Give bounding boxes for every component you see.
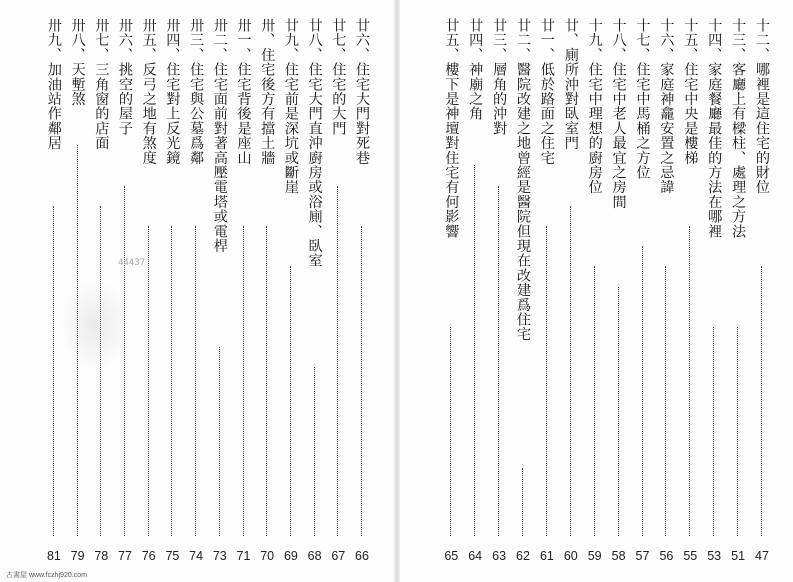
leader-dots xyxy=(100,206,101,536)
toc-entry xyxy=(234,18,254,563)
toc-entry xyxy=(139,18,159,563)
toc-entry-title: 廿六、住宅大門對死巷 xyxy=(354,18,370,165)
toc-entry xyxy=(305,18,325,563)
toc-entry xyxy=(537,18,557,563)
toc-entry xyxy=(162,18,182,563)
scan-smudge xyxy=(60,280,130,370)
toc-entry-title: 卅七、三角窗的店面 xyxy=(93,18,110,151)
leader-dots xyxy=(713,327,714,536)
toc-entry xyxy=(656,18,676,563)
leader-dots xyxy=(450,327,451,536)
leader-dots xyxy=(618,287,619,536)
toc-page-number: 58 xyxy=(611,549,626,563)
leader-dots xyxy=(243,226,244,536)
toc-entry-title: 卅九、加油站作鄰居 xyxy=(45,18,62,151)
toc-page-number: 71 xyxy=(236,549,251,563)
toc-entry xyxy=(609,18,629,563)
leader-dots xyxy=(498,186,499,536)
toc-entry-title: 十四、家庭餐廳最佳的方法在哪裡 xyxy=(706,18,723,239)
toc-page-number: 77 xyxy=(118,549,132,563)
toc-entry-title: 卅四、住宅對上反光鏡 xyxy=(164,18,181,165)
watermark-footer: 古書屋 www.fczhj920.com xyxy=(6,572,87,579)
toc-entry-title: 廿一、低於路面之住宅 xyxy=(538,18,555,165)
leader-dots xyxy=(337,186,338,536)
library-stamp: 44437 xyxy=(118,258,146,268)
toc-page-number: 64 xyxy=(468,549,483,563)
toc-page-number: 79 xyxy=(70,549,85,563)
toc-entry-title: 卅二、住宅面前對著高壓電塔或電桿 xyxy=(211,18,228,254)
toc-page-number: 67 xyxy=(331,549,346,563)
toc-entry-title: 卅八、天塹煞 xyxy=(69,18,86,107)
toc-entry-title: 廿五、樓下是神壇對住宅有何影響 xyxy=(443,18,460,239)
toc-page-number: 57 xyxy=(635,549,650,563)
toc-entry-title: 卅五、反弓之地有煞度 xyxy=(140,18,157,165)
toc-page-number: 66 xyxy=(355,549,369,563)
toc-entry xyxy=(489,18,509,563)
toc-entry xyxy=(633,18,653,563)
toc-entry-title: 廿四、神廟之角 xyxy=(467,18,484,121)
toc-entry-title: 十七、住宅中馬桶之方位 xyxy=(634,18,651,180)
leader-dots xyxy=(761,266,762,536)
toc-page-number: 51 xyxy=(731,549,746,563)
leader-dots xyxy=(219,347,220,536)
leader-dots xyxy=(474,165,475,536)
leader-dots xyxy=(361,226,362,536)
toc-entry xyxy=(585,18,605,563)
toc-entry-title: 廿三、層角的沖對 xyxy=(491,18,508,136)
leader-dots xyxy=(665,266,666,536)
toc-entry xyxy=(752,18,772,563)
leader-dots xyxy=(642,246,643,536)
toc-entry xyxy=(513,18,533,563)
toc-entry xyxy=(210,18,230,563)
toc-page-number: 76 xyxy=(141,549,156,563)
leader-dots xyxy=(148,226,149,536)
toc-page-number: 78 xyxy=(94,549,109,563)
toc-page-number: 73 xyxy=(212,549,227,563)
leader-dots xyxy=(171,226,172,536)
toc-entry-title: 廿、廁所沖對臥室門 xyxy=(562,18,579,151)
toc-entry xyxy=(561,18,581,563)
leader-dots xyxy=(290,266,291,536)
toc-entry xyxy=(281,18,301,563)
toc-page-number: 61 xyxy=(539,549,554,563)
toc-entry-title: 卅六、挑空的屋子 xyxy=(117,18,133,136)
toc-entry xyxy=(328,18,348,563)
toc-entry-title: 卅三、住宅與公墓爲鄰 xyxy=(188,18,205,165)
toc-entry-title: 廿二、醫院改建之地曾經是醫院但現在改建爲住宅 xyxy=(515,18,531,342)
toc-entry-title: 廿八、住宅大門直沖廚房或浴廁、臥室 xyxy=(306,18,323,268)
toc-entry-title: 廿七、住宅的大門 xyxy=(330,18,347,136)
right-page xyxy=(400,0,793,582)
leader-dots xyxy=(53,206,54,536)
toc-entry-title: 卅一、住宅背後是座山 xyxy=(235,18,252,165)
toc-page-number: 69 xyxy=(283,549,298,563)
toc-page-number: 63 xyxy=(492,549,507,563)
leader-dots xyxy=(522,468,523,536)
leader-dots xyxy=(737,327,738,536)
toc-page-number: 60 xyxy=(563,549,578,563)
leader-dots xyxy=(314,367,315,536)
toc-page-number: 68 xyxy=(307,549,322,563)
toc-page-number: 56 xyxy=(659,549,674,563)
toc-entry-title: 十三、客廳上有樑柱、處理之方法 xyxy=(730,18,747,239)
toc-page-number: 55 xyxy=(683,549,698,563)
toc-page-number: 81 xyxy=(46,549,61,563)
toc-page-number: 47 xyxy=(755,549,769,563)
toc-entry xyxy=(465,18,485,563)
toc-page-number: 74 xyxy=(189,549,204,563)
toc-entry xyxy=(704,18,724,563)
toc-entry-title: 廿九、住宅前是深坑或斷崖 xyxy=(282,18,299,195)
toc-entry-title: 十五、住宅中央是樓梯 xyxy=(682,18,699,165)
leader-dots xyxy=(689,226,690,536)
toc-entry xyxy=(352,18,372,563)
toc-entry-title: 卅、住宅後方有擋土牆 xyxy=(259,18,276,165)
toc-page-number: 75 xyxy=(165,549,180,563)
toc-entry-title: 十六、家庭神龕安置之忌諱 xyxy=(658,18,675,195)
toc-page-number: 53 xyxy=(707,549,722,563)
leader-dots xyxy=(594,266,595,536)
toc-entry xyxy=(441,18,461,563)
toc-page-number: 59 xyxy=(587,549,602,563)
toc-entry-title: 十八、住宅中老人最宜之房間 xyxy=(610,18,627,210)
toc-entry xyxy=(680,18,700,563)
toc-page-number: 62 xyxy=(516,549,530,563)
toc-entry xyxy=(728,18,748,563)
leader-dots xyxy=(266,226,267,536)
leader-dots xyxy=(570,206,571,536)
toc-entry-title: 十九、住宅中理想的廚房位 xyxy=(586,18,603,195)
leader-dots xyxy=(195,226,196,536)
toc-page-number: 65 xyxy=(444,549,459,563)
leader-dots xyxy=(546,226,547,536)
toc-entry-title: 十二、哪裡是這住宅的財位 xyxy=(754,18,770,195)
toc-entry xyxy=(186,18,206,563)
toc-entry xyxy=(257,18,277,563)
toc-page-number: 70 xyxy=(260,549,275,563)
